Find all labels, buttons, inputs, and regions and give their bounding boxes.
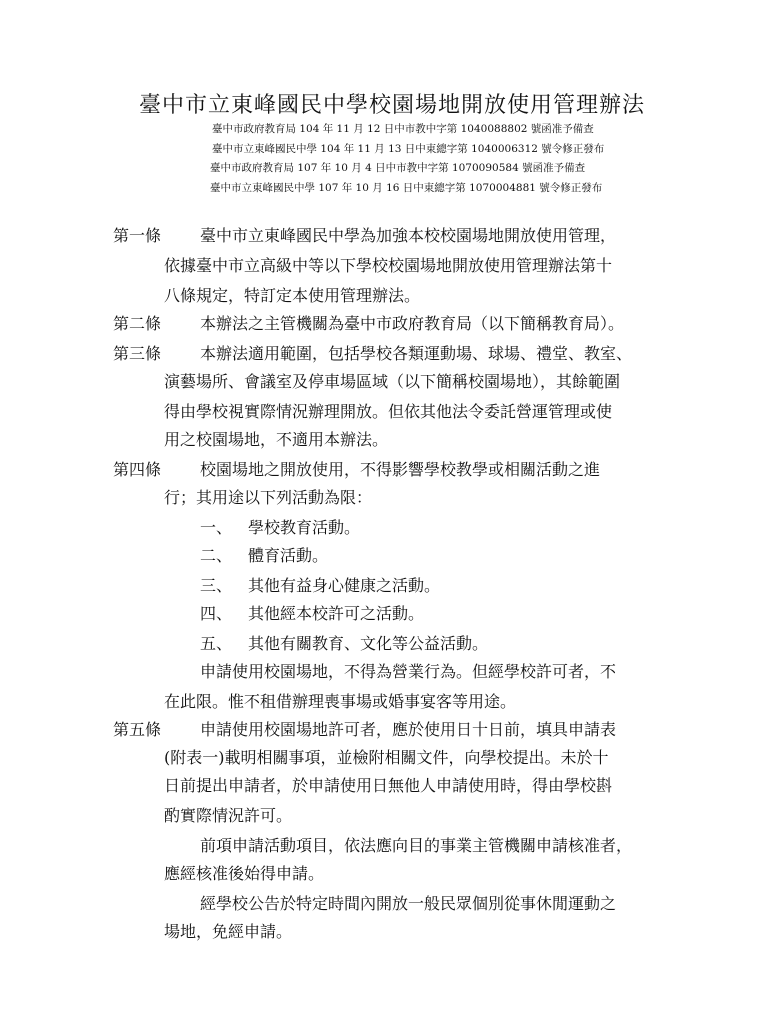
article-5-line: 酌實際情況許可。 bbox=[164, 806, 293, 825]
list-item-text: 其他有關教育、文化等公益活動。 bbox=[248, 634, 489, 653]
list-item-number: 四、 bbox=[200, 604, 233, 623]
article-4-label: 第四條 bbox=[113, 460, 162, 479]
approval-note: 臺中市政府教育局 104 年 11 月 12 日中市教中字第 1040088802 號函准予備查 bbox=[212, 123, 594, 135]
article-5-line: 申請使用校園場地許可者，應於使用日十日前，填具申請表 bbox=[200, 720, 617, 739]
list-item-text: 其他經本校許可之活動。 bbox=[248, 604, 425, 623]
article-4-line: 校園場地之開放使用，不得影響學校教學或相關活動之進 bbox=[200, 460, 601, 479]
article-1-line: 依據臺中市立高級中等以下學校校園場地開放使用管理辦法第十 bbox=[164, 256, 613, 275]
document-title: 臺中市立東峰國民中學校園場地開放使用管理辦法 bbox=[138, 93, 645, 118]
approval-notes bbox=[212, 120, 682, 198]
article-4-paragraph: 在此限。惟不租借辦理喪事場或婚事宴客等用途。 bbox=[164, 692, 517, 711]
list-item-text: 學校教育活動。 bbox=[248, 518, 361, 537]
article-4-line: 行；其用途以下列活動為限： bbox=[164, 488, 373, 507]
approval-note: 臺中市政府教育局 107 年 10 月 4 日中市教中字第 1070090584 號函准予備查 bbox=[210, 162, 586, 174]
article-1-line: 八條規定，特訂定本使用管理辦法。 bbox=[164, 286, 421, 305]
list-item-text: 其他有益身心健康之活動。 bbox=[248, 576, 441, 595]
article-2-line: 本辦法之主管機關為臺中市政府教育局（以下簡稱教育局）。 bbox=[200, 314, 625, 333]
article-5-paragraph: 前項申請活動項目，依法應向目的事業主管機關申請核准者， bbox=[200, 836, 633, 855]
list-item-number: 一、 bbox=[200, 518, 233, 537]
article-5-line: 日前提出申請者，於申請使用日無他人申請使用時，得由學校斟 bbox=[164, 776, 613, 795]
approval-note: 臺中市立東峰國民中學 104 年 11 月 13 日中東總字第 1040006312 號令修正發布 bbox=[212, 142, 605, 155]
article-4-paragraph: 申請使用校園場地，不得為營業行為。但經學校許可者，不 bbox=[200, 662, 617, 681]
article-3-line: 本辦法適用範圍，包括學校各類運動場、球場、禮堂、教室、 bbox=[200, 344, 633, 363]
article-1-line: 臺中市立東峰國民中學為加強本校校園場地開放使用管理， bbox=[200, 226, 617, 245]
article-5-paragraph: 經學校公告於特定時間內開放一般民眾個別從事休閒運動之 bbox=[200, 894, 617, 913]
article-3-label: 第三條 bbox=[113, 344, 162, 363]
article-5-label: 第五條 bbox=[113, 720, 162, 739]
list-item-number: 三、 bbox=[200, 576, 233, 595]
article-3-line: 用之校園場地，不適用本辦法。 bbox=[164, 430, 389, 449]
list-item-number: 二、 bbox=[200, 546, 233, 565]
approval-note: 臺中市立東峰國民中學 107 年 10 月 16 日中東總字第 1070004881 號令修正發布 bbox=[210, 181, 603, 194]
article-5-line: 場地，免經申請。 bbox=[164, 922, 293, 941]
article-5-line: 應經核准後始得申請。 bbox=[164, 864, 325, 883]
article-3-line: 得由學校視實際情況辦理開放。但依其他法令委託營運管理或使 bbox=[164, 402, 613, 421]
article-3-line: 演藝場所、會議室及停車場區域（以下簡稱校園場地），其餘範圍 bbox=[164, 372, 621, 391]
article-2-label: 第二條 bbox=[113, 314, 162, 333]
list-item-number: 五、 bbox=[200, 634, 233, 653]
article-5-line: (附表一)載明相關事項，並檢附相關文件，向學校提出。未於十 bbox=[164, 748, 609, 767]
article-1-label: 第一條 bbox=[113, 226, 162, 245]
list-item-text: 體育活動。 bbox=[248, 546, 329, 565]
